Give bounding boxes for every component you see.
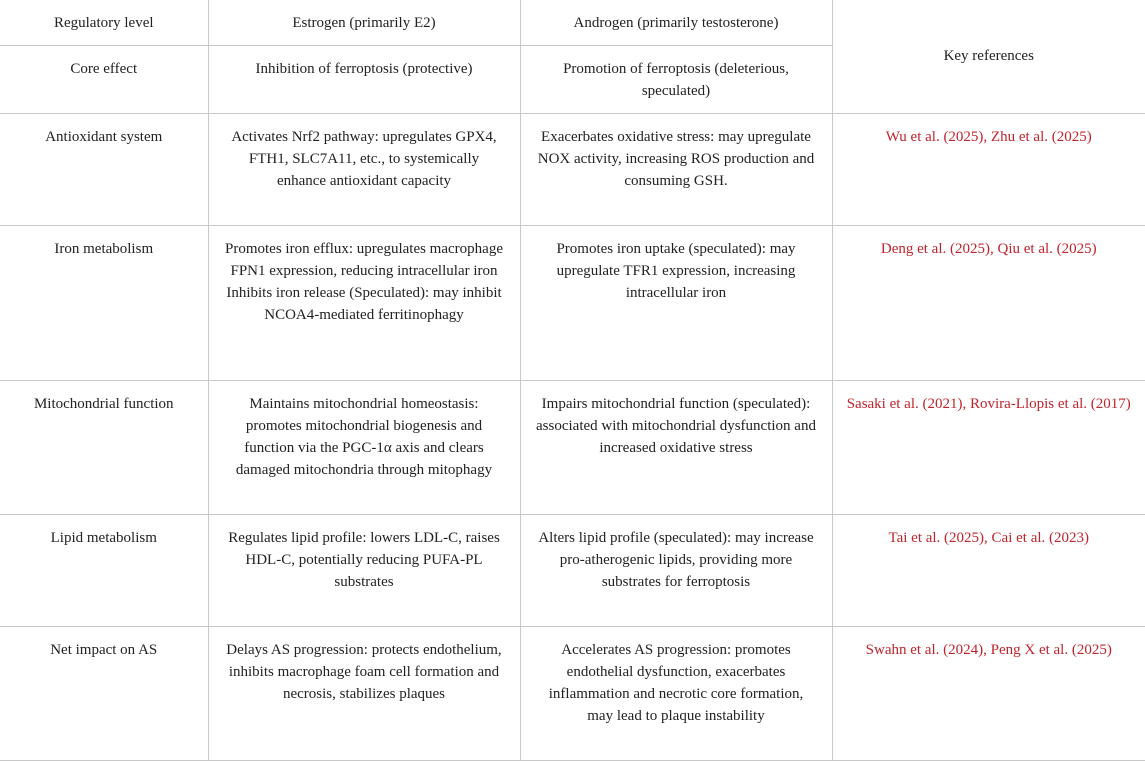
androgen-cell: Exacerbates oxidative stress: may upregulate NOX activity, increasing ROS production and consuming GSH.	[520, 113, 832, 225]
reference-link[interactable]: Sasaki et al. (2021), Rovira-Llopis et al. (2017)	[832, 380, 1145, 514]
regulatory-level-cell: Iron metabolism	[0, 225, 208, 380]
header-row	[0, 0, 1145, 45]
estrogen-cell: Regulates lipid profile: lowers LDL-C, raises HDL-C, potentially reducing PUFA-PL substrates	[208, 514, 520, 626]
androgen-cell: Impairs mitochondrial function (speculated): associated with mitochondrial dysfunction and increased oxidative stress	[520, 380, 832, 514]
core-effect-estrogen: Inhibition of ferroptosis (protective)	[208, 45, 520, 113]
regulatory-level-cell: Net impact on AS	[0, 626, 208, 760]
androgen-cell: Promotes iron uptake (speculated): may upregulate TFR1 expression, increasing intracellular iron	[520, 225, 832, 380]
estrogen-line: Inhibits iron release (Speculated): may inhibit NCOA4-mediated ferritinophagy	[226, 284, 502, 323]
header-androgen: Androgen (primarily testosterone)	[520, 0, 832, 45]
table-row	[0, 225, 1145, 380]
table-row	[0, 626, 1145, 760]
table-row	[0, 380, 1145, 514]
estrogen-line: Promotes iron efflux: upregulates macrophage FPN1 expression, reducing intracellular iron	[225, 240, 503, 279]
estrogen-cell: Maintains mitochondrial homeostasis: promotes mitochondrial biogenesis and function via the PGC-1α axis and clears damaged mitochondria through mitophagy	[208, 380, 520, 514]
reference-link[interactable]: Swahn et al. (2024), Peng X et al. (2025)	[832, 626, 1145, 760]
estrogen-cell	[208, 225, 520, 380]
estrogen-cell: Activates Nrf2 pathway: upregulates GPX4, FTH1, SLC7A11, etc., to systemically enhance antioxidant capacity	[208, 113, 520, 225]
header-key-references: Key references	[832, 0, 1145, 113]
regulatory-level-cell: Lipid metabolism	[0, 514, 208, 626]
reference-link[interactable]: Wu et al. (2025), Zhu et al. (2025)	[832, 113, 1145, 225]
estrogen-cell: Delays AS progression: protects endothelium, inhibits macrophage foam cell formation and necrosis, stabilizes plaques	[208, 626, 520, 760]
reference-link[interactable]: Deng et al. (2025), Qiu et al. (2025)	[832, 225, 1145, 380]
core-effect-androgen: Promotion of ferroptosis (deleterious, speculated)	[520, 45, 832, 113]
reference-link[interactable]: Tai et al. (2025), Cai et al. (2023)	[832, 514, 1145, 626]
header-estrogen: Estrogen (primarily E2)	[208, 0, 520, 45]
regulatory-level-cell: Antioxidant system	[0, 113, 208, 225]
regulatory-level-cell: Mitochondrial function	[0, 380, 208, 514]
androgen-cell: Alters lipid profile (speculated): may increase pro-atherogenic lipids, providing more substrates for ferroptosis	[520, 514, 832, 626]
table-row	[0, 113, 1145, 225]
core-effect-label: Core effect	[0, 45, 208, 113]
header-regulatory-level: Regulatory level	[0, 0, 208, 45]
table-row	[0, 514, 1145, 626]
androgen-cell: Accelerates AS progression: promotes endothelial dysfunction, exacerbates inflammation and necrotic core formation, may lead to plaque instability	[520, 626, 832, 760]
